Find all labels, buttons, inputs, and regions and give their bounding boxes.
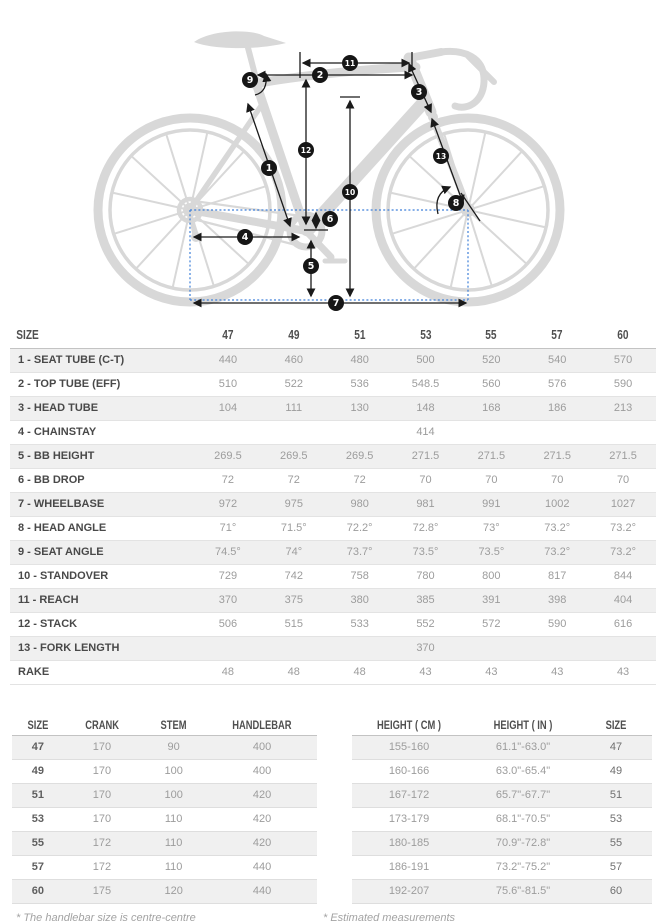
bottom-cell: 172 [92,837,112,849]
geometry-merged-cell: 370 [416,642,435,654]
geometry-col-header: 53 [419,327,432,342]
table-row [352,856,652,880]
geometry-row-label: 1 - SEAT TUBE (C-T) [18,354,125,366]
bottom-cell: 172 [92,861,112,873]
table-row [10,541,656,565]
bottom-cell: 110 [164,813,183,825]
table-row [352,808,652,832]
geometry-cell: 73.5° [478,546,505,558]
geometry-cell: 71.5° [280,522,307,534]
geometry-cell: 271.5 [477,450,506,462]
bottom-cell: 175 [92,885,112,897]
geometry-cell: 975 [284,498,303,510]
bottom-cell: 110 [164,837,183,849]
geometry-cell: 480 [350,354,369,366]
bottom-cell: 440 [252,861,272,873]
geometry-cell: 48 [221,666,235,678]
bottom-cell: 400 [252,765,272,777]
geometry-cell: 72.2° [346,522,373,534]
bottom-cell: 55 [31,837,45,849]
table-row [12,784,317,808]
geometry-row-label: 12 - STACK [18,618,78,630]
geometry-row-label: 13 - FORK LENGTH [18,642,120,654]
svg-text:4: 4 [241,232,249,244]
bottom-col-header: HEIGHT ( CM ) [377,718,441,732]
bottom-cell: 155-160 [388,741,430,753]
geometry-cell: 510 [218,378,238,390]
bottom-cell: 47 [609,741,623,753]
callout-4 [237,229,253,245]
bottom-cell: 53 [31,813,45,825]
bottom-cell: 170 [92,789,112,801]
geometry-cell: 506 [218,618,238,630]
geometry-cell: 385 [416,594,435,606]
geometry-cell: 404 [613,594,633,606]
geometry-cell: 616 [613,618,633,630]
geometry-cell: 48 [287,666,300,678]
geometry-cell: 370 [218,594,238,606]
bottom-cell: 170 [92,813,112,825]
callout-10 [342,184,358,200]
geometry-row-label: 11 - REACH [18,594,79,606]
bottom-cell: 120 [164,885,183,897]
geometry-col-header: 47 [222,327,234,342]
geometry-cell: 74° [285,546,303,558]
bottom-cell: 420 [252,837,272,849]
geometry-cell: 817 [548,570,567,582]
bottom-cell: 70.9"-72.8" [495,837,551,849]
bottom-cell: 173-179 [388,813,430,825]
geometry-cell: 73.7° [346,546,373,558]
geometry-cell: 70 [419,474,432,486]
bottom-cell: 51 [31,789,45,801]
bottom-cell: 420 [252,813,272,825]
bottom-cell: 75.6"-81.5" [495,885,551,897]
geometry-cell: 972 [218,498,238,510]
bike-geometry-diagram [0,0,666,318]
callout-12 [298,142,314,158]
bottom-cell: 170 [92,765,112,777]
geometry-cell: 742 [284,570,303,582]
geometry-cell: 72 [287,474,300,486]
geometry-cell: 460 [284,354,303,366]
geometry-header-row [10,322,656,349]
svg-text:8: 8 [452,198,460,210]
geometry-cell: 271.5 [543,450,571,462]
geometry-merged-cell: 414 [416,426,435,438]
geometry-cell: 515 [284,618,303,630]
bottom-cell: 192-207 [388,885,430,897]
svg-text:5: 5 [307,261,315,273]
geometry-cell: 73.2° [610,522,636,534]
geometry-cell: 111 [285,402,303,414]
geometry-cell: 73.2° [544,546,571,558]
table-row [10,445,656,469]
bottom-cell: 61.1"-63.0" [495,741,551,753]
bottom-cell: 73.2"-75.2" [495,861,551,873]
table-row [10,637,656,661]
bottom-cell: 55 [609,837,623,849]
table-row [10,589,656,613]
bottom-cell: 49 [31,765,45,777]
table-row [12,832,317,856]
geometry-cell: 48 [353,666,366,678]
geometry-cell: 375 [284,594,303,606]
geometry-cell: 533 [350,618,369,630]
geometry-cell: 540 [548,354,567,366]
geometry-cell: 186 [548,402,567,414]
geometry-col-header: 49 [288,327,300,342]
bottom-col-header: SIZE [27,718,49,732]
geometry-cell: 590 [613,378,633,390]
bottom-cell: 57 [31,861,45,873]
geometry-cell: 213 [613,402,633,414]
callout-5 [303,258,319,274]
bottom-cell: 51 [609,789,623,801]
bottom-cell: 420 [252,789,272,801]
geometry-cell: 271.5 [411,450,440,462]
geometry-cell: 269.5 [214,450,242,462]
table-row [10,565,656,589]
geometry-row-label: 9 - SEAT ANGLE [18,546,104,558]
bottom-col-header: HEIGHT ( IN ) [493,718,553,732]
bottom-cell: 68.1"-70.5" [495,813,551,825]
table-row [10,493,656,517]
bottom-cell: 60 [609,885,623,897]
table-row [352,784,652,808]
bottom-cell: 440 [252,885,272,897]
table-row [10,517,656,541]
geometry-cell: 43 [551,666,564,678]
svg-text:9: 9 [246,75,254,87]
callout-8 [448,195,464,211]
geometry-cell: 70 [551,474,564,486]
geometry-cell: 43 [485,666,498,678]
geometry-cell: 576 [548,378,567,390]
geometry-cell: 72 [221,474,235,486]
table-row [12,760,317,784]
geometry-cell: 800 [482,570,501,582]
bottom-cell: 53 [609,813,623,825]
bottom-cell: 160-166 [388,765,430,777]
geometry-cell: 980 [350,498,369,510]
geometry-cell: 269.5 [280,450,308,462]
svg-text:11: 11 [344,59,356,69]
components-footnote: * The handlebar size is centre-centre [16,912,196,924]
geometry-cell: 991 [482,498,501,510]
sizing-section [317,715,652,924]
geometry-row-label: 3 - HEAD TUBE [18,402,99,414]
table-row [12,736,317,760]
callout-6 [322,211,338,227]
geometry-cell: 380 [350,594,369,606]
svg-text:6: 6 [326,214,334,226]
callout-1 [261,160,277,176]
geometry-cell: 73.2° [610,546,636,558]
geometry-cell: 104 [218,402,238,414]
bottom-cell: 100 [164,789,183,801]
geometry-cell: 590 [548,618,567,630]
geometry-cell: 1027 [610,498,636,510]
bottom-cell: 100 [164,765,183,777]
geometry-cell: 572 [482,618,501,630]
bottom-col-header: CRANK [85,718,119,732]
bottom-cell: 47 [31,741,45,753]
geometry-cell: 758 [350,570,369,582]
geometry-row-label: RAKE [18,666,50,678]
callout-9 [242,72,258,88]
table-row [352,760,652,784]
callout-3 [411,84,427,100]
geometry-cell: 500 [416,354,435,366]
geometry-cell: 522 [284,378,303,390]
svg-text:3: 3 [415,87,423,99]
bottom-cell: 49 [609,765,623,777]
callout-11 [342,55,358,71]
geometry-cell: 729 [218,570,238,582]
table-row [352,880,652,904]
measurement-lines [194,52,480,303]
callout-2 [312,67,328,83]
geometry-cell: 844 [613,570,633,582]
geometry-row-label: 10 - STANDOVER [18,570,109,582]
bottom-cell: 57 [609,861,623,873]
geometry-col-header: 55 [485,327,497,342]
bottom-cell: 65.7"-67.7" [495,789,551,801]
svg-text:10: 10 [344,188,356,198]
table-row [10,421,656,445]
svg-text:2: 2 [316,70,324,82]
geometry-cell: 560 [482,378,501,390]
svg-text:7: 7 [332,298,340,310]
geometry-row-label: 2 - TOP TUBE (EFF) [18,378,121,390]
svg-text:12: 12 [300,146,312,156]
bottom-header-row [12,715,317,736]
geometry-row-label: 4 - CHAINSTAY [18,426,97,438]
bottom-col-header: STEM [160,718,187,732]
geometry-cell: 70 [485,474,498,486]
geometry-row-label: 6 - BB DROP [18,474,85,486]
components-section [10,715,317,924]
geometry-col-header: 57 [551,327,563,342]
geometry-col-header: 51 [353,327,366,342]
bottom-cell: 400 [252,741,272,753]
geometry-cell: 391 [482,594,501,606]
geometry-row-label: 5 - BB HEIGHT [18,450,95,462]
geometry-cell: 570 [613,354,633,366]
geometry-cell: 148 [416,402,435,414]
geometry-cell: 71° [219,522,237,534]
geometry-cell: 440 [218,354,238,366]
geometry-cell: 74.5° [215,546,241,558]
geometry-col-header: 60 [617,327,629,342]
svg-text:1: 1 [265,163,273,175]
table-row [10,613,656,637]
callout-13 [433,148,449,164]
sizing-table [352,715,652,904]
bottom-cell: 63.0"-65.4" [495,765,551,777]
geometry-cell: 73.2° [544,522,571,534]
geometry-cell: 520 [482,354,501,366]
bottom-cell: 186-191 [388,861,430,873]
geometry-cell: 73° [483,522,500,534]
geometry-cell: 548.5 [411,378,440,390]
geometry-cell: 130 [350,402,369,414]
geometry-cell: 552 [416,618,435,630]
bike-geometry-svg [0,0,666,318]
geometry-cell: 780 [416,570,435,582]
bottom-col-header: HANDLEBAR [232,718,292,732]
geometry-cell: 70 [616,474,630,486]
geometry-row-label: 8 - HEAD ANGLE [18,522,107,534]
table-row [10,661,656,685]
bottom-cell: 170 [92,741,112,753]
table-row [10,373,656,397]
geometry-cell: 536 [350,378,369,390]
geometry-cell: 43 [616,666,630,678]
bike-silhouette-icon [98,31,560,302]
table-row [352,832,652,856]
geometry-cell: 72 [353,474,366,486]
table-row [352,736,652,760]
geometry-cell: 269.5 [345,450,374,462]
svg-text:13: 13 [435,152,447,162]
bottom-header-row [352,715,652,736]
geometry-cell: 72.8° [412,522,439,534]
geometry-cell: 271.5 [609,450,637,462]
bottom-cell: 90 [167,741,180,753]
table-row [10,397,656,421]
bottom-cell: 60 [31,885,45,897]
bottom-cell: 110 [164,861,183,873]
table-row [10,469,656,493]
geometry-cell: 43 [419,666,432,678]
bottom-cell: 167-172 [388,789,430,801]
geometry-col-header: SIZE [16,327,39,342]
table-row [12,880,317,904]
geometry-cell: 398 [548,594,567,606]
callout-7 [328,295,344,311]
sizing-footnote: * Estimated measurements [323,912,456,924]
geometry-cell: 1002 [544,498,570,510]
geometry-cell: 73.5° [412,546,439,558]
table-row [12,808,317,832]
components-table [12,715,317,904]
geometry-table [10,322,656,685]
table-row [12,856,317,880]
geometry-cell: 981 [416,498,435,510]
geometry-cell: 168 [482,402,501,414]
bottom-col-header: SIZE [605,718,627,732]
geometry-row-label: 7 - WHEELBASE [18,498,105,510]
bottom-cell: 180-185 [388,837,430,849]
table-row [10,349,656,373]
